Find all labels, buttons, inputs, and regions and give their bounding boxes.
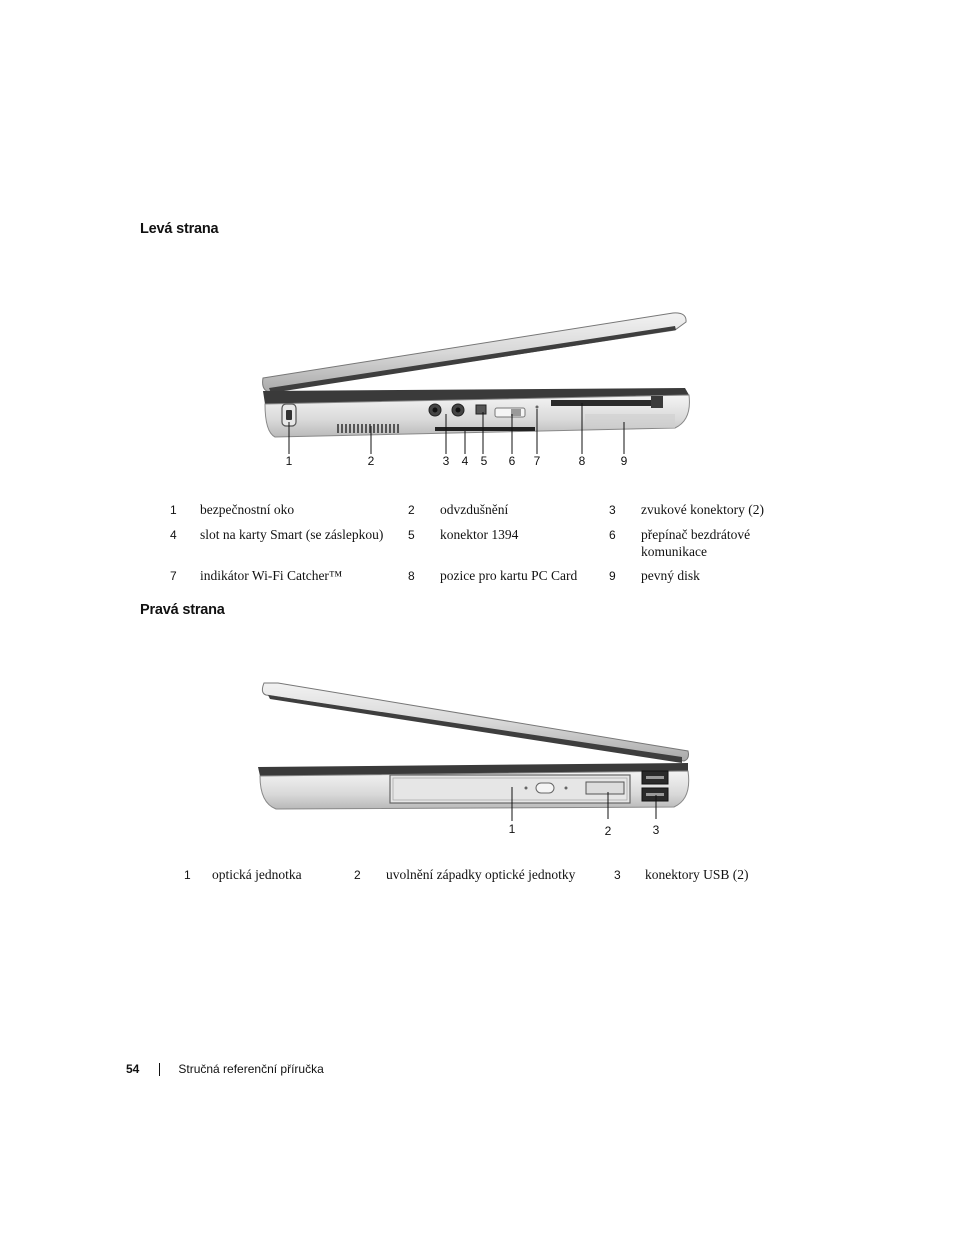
legend-label: konektor 1394: [440, 527, 519, 542]
legend-number: 5: [408, 528, 415, 542]
legend-label: bezpečnostní oko: [200, 502, 295, 517]
callout-3: 3: [442, 454, 450, 468]
legend-number: 1: [184, 868, 191, 882]
legend-row: [170, 526, 776, 567]
callout-1: 1: [508, 822, 516, 836]
legend-label: pozice pro kartu PC Card: [440, 568, 578, 583]
legend-label: zvukové konektory (2): [641, 502, 764, 517]
legend-number: 8: [408, 569, 415, 583]
legend-left: [170, 501, 776, 592]
callout-1: 1: [285, 454, 293, 468]
legend-number: 4: [170, 528, 177, 542]
callout-3: 3: [652, 823, 660, 837]
callout-4: 4: [461, 454, 469, 468]
legend-row: [170, 501, 776, 526]
legend-number: 6: [609, 528, 616, 542]
legend-number: 3: [609, 503, 616, 517]
section-heading-left: Levá strana: [140, 221, 219, 237]
laptop-right-side-image: [250, 675, 700, 845]
callout-2: 2: [604, 824, 612, 838]
legend-number: 7: [170, 569, 177, 583]
legend-label: konektory USB (2): [645, 867, 749, 882]
legend-right: [184, 866, 784, 891]
legend-label: pevný disk: [641, 568, 700, 583]
legend-label: uvolnění západky optické jednotky: [386, 867, 576, 882]
legend-row: [184, 866, 784, 891]
legend-label: odvzdušnění: [440, 502, 509, 517]
legend-number: 3: [614, 868, 621, 882]
callout-8: 8: [578, 454, 586, 468]
laptop-left-side-image: [255, 300, 705, 475]
callout-6: 6: [508, 454, 516, 468]
legend-row: [170, 567, 776, 592]
page-number: 54: [126, 1062, 140, 1076]
callout-2: 2: [367, 454, 375, 468]
legend-number: 1: [170, 503, 177, 517]
section-heading-right: Pravá strana: [140, 602, 225, 618]
legend-label: slot na karty Smart (se záslepkou): [200, 527, 384, 542]
legend-label: indikátor Wi-Fi Catcher™: [200, 568, 343, 583]
callout-5: 5: [480, 454, 488, 468]
footer-title: Stručná referenční příručka: [178, 1062, 324, 1076]
callout-9: 9: [620, 454, 628, 468]
page-footer: [126, 1062, 324, 1076]
legend-number: 2: [354, 868, 361, 882]
legend-label: optická jednotka: [212, 867, 302, 882]
legend-number: 2: [408, 503, 415, 517]
callout-7: 7: [533, 454, 541, 468]
legend-label: přepínač bezdrátové komunikace: [641, 527, 751, 559]
footer-divider: [159, 1063, 160, 1076]
legend-number: 9: [609, 569, 616, 583]
